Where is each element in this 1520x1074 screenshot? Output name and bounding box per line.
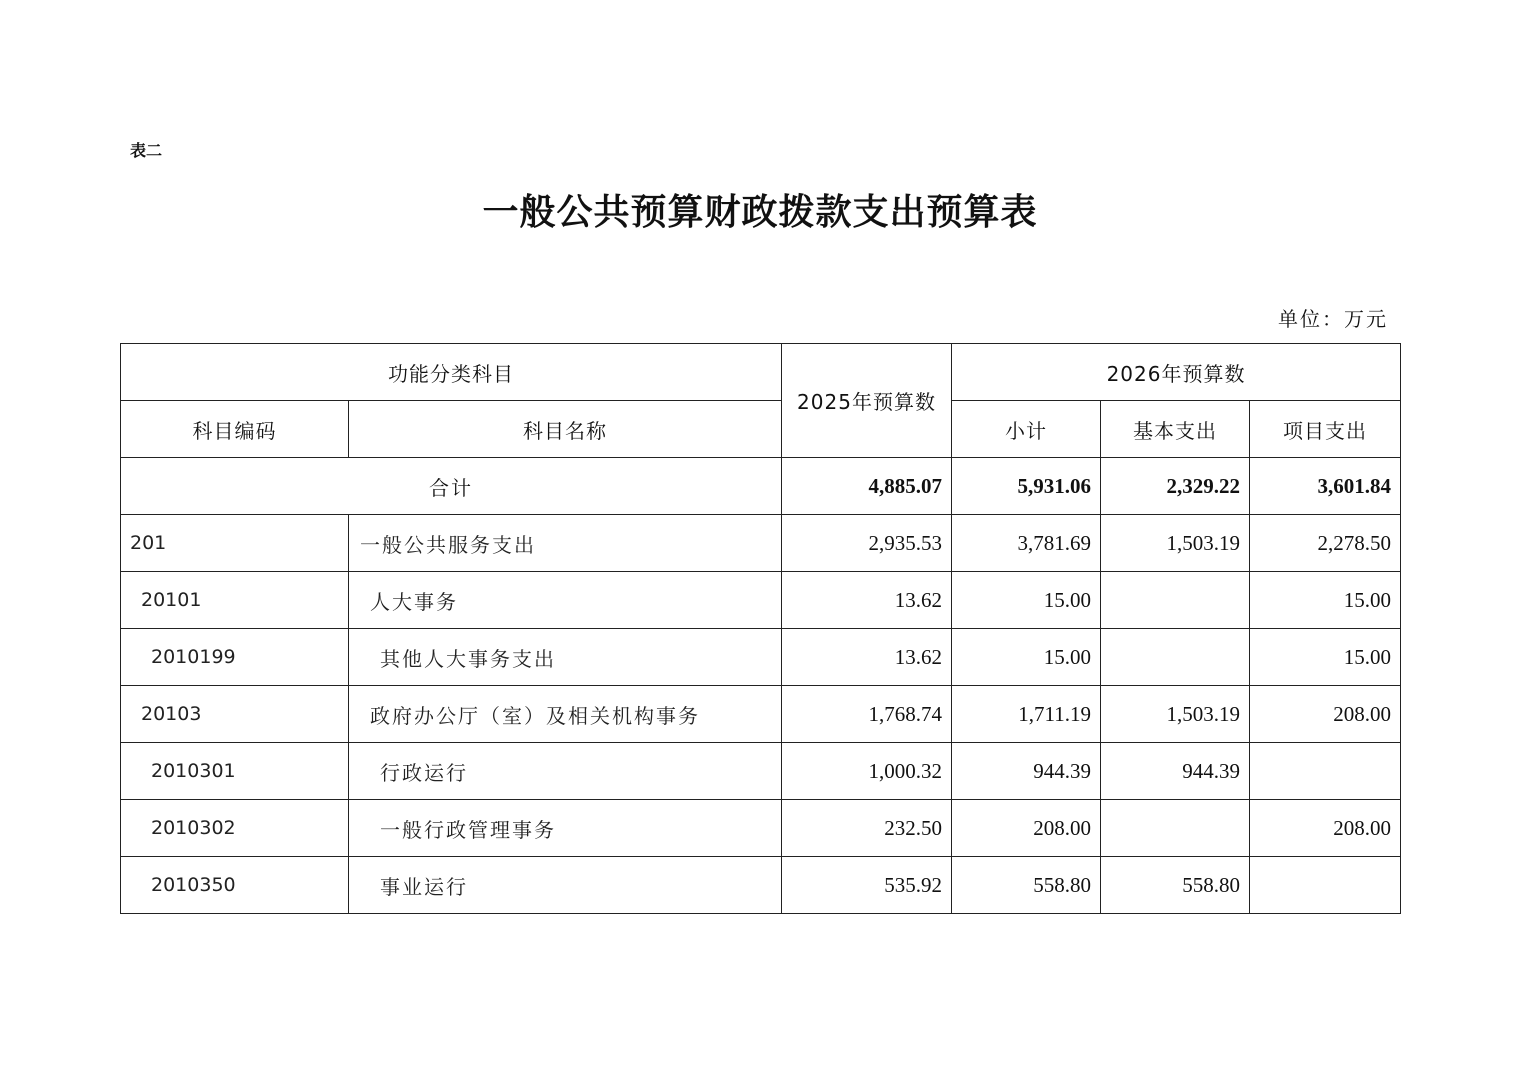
budget-2026-project: 208.00 [1250, 800, 1401, 857]
table-row [121, 629, 1401, 686]
header-function-classification: 功能分类科目 [121, 344, 782, 401]
budget-2026-project: 208.00 [1250, 686, 1401, 743]
subject-code: 2010350 [121, 857, 349, 914]
subject-code: 201 [121, 515, 349, 572]
header-row-1 [121, 344, 1401, 401]
total-2025: 4,885.07 [782, 458, 952, 515]
budget-2025: 13.62 [782, 629, 952, 686]
budget-2026-project [1250, 743, 1401, 800]
table-row [121, 800, 1401, 857]
budget-2026-subtotal: 944.39 [952, 743, 1101, 800]
budget-2026-basic: 1,503.19 [1101, 515, 1250, 572]
header-basic-expenditure: 基本支出 [1101, 401, 1250, 458]
budget-2026-basic: 558.80 [1101, 857, 1250, 914]
budget-2025: 1,000.32 [782, 743, 952, 800]
total-subtotal: 5,931.06 [952, 458, 1101, 515]
budget-2026-project: 15.00 [1250, 572, 1401, 629]
subject-name: 一般公共服务支出 [349, 515, 782, 572]
budget-2025: 2,935.53 [782, 515, 952, 572]
subject-code: 20101 [121, 572, 349, 629]
budget-2026-subtotal: 3,781.69 [952, 515, 1101, 572]
budget-2026-project: 2,278.50 [1250, 515, 1401, 572]
subject-name: 人大事务 [349, 572, 782, 629]
subject-code: 20103 [121, 686, 349, 743]
header-subject-name: 科目名称 [349, 401, 782, 458]
budget-2026-basic [1101, 629, 1250, 686]
budget-2025: 13.62 [782, 572, 952, 629]
subject-code: 2010199 [121, 629, 349, 686]
unit-label: 单位：万元 [1278, 307, 1388, 331]
header-subject-code: 科目编码 [121, 401, 349, 458]
total-project: 3,601.84 [1250, 458, 1401, 515]
budget-2026-basic [1101, 572, 1250, 629]
subject-name: 一般行政管理事务 [349, 800, 782, 857]
table-number-label: 表二 [130, 141, 163, 160]
subject-name: 其他人大事务支出 [349, 629, 782, 686]
budget-2025: 1,768.74 [782, 686, 952, 743]
budget-2026-subtotal: 15.00 [952, 572, 1101, 629]
budget-2026-basic: 1,503.19 [1101, 686, 1250, 743]
document-title: 一般公共预算财政拨款支出预算表 [482, 191, 1038, 233]
budget-2026-basic: 944.39 [1101, 743, 1250, 800]
subject-name: 行政运行 [349, 743, 782, 800]
table-row [121, 686, 1401, 743]
budget-2025: 232.50 [782, 800, 952, 857]
header-2025-budget: 2025年预算数 [782, 344, 952, 458]
header-row-2 [121, 401, 1401, 458]
subject-name: 政府办公厅（室）及相关机构事务 [349, 686, 782, 743]
table-row [121, 857, 1401, 914]
subject-code: 2010301 [121, 743, 349, 800]
budget-2026-project: 15.00 [1250, 629, 1401, 686]
table-row [121, 515, 1401, 572]
subject-name: 事业运行 [349, 857, 782, 914]
table-row [121, 743, 1401, 800]
header-project-expenditure: 项目支出 [1250, 401, 1401, 458]
budget-2026-subtotal: 558.80 [952, 857, 1101, 914]
subject-code: 2010302 [121, 800, 349, 857]
budget-table [120, 343, 1401, 914]
budget-2026-basic [1101, 800, 1250, 857]
budget-2026-subtotal: 208.00 [952, 800, 1101, 857]
total-label: 合计 [121, 458, 782, 515]
total-row [121, 458, 1401, 515]
budget-2026-subtotal: 1,711.19 [952, 686, 1101, 743]
total-basic: 2,329.22 [1101, 458, 1250, 515]
budget-2025: 535.92 [782, 857, 952, 914]
table-row [121, 572, 1401, 629]
budget-2026-project [1250, 857, 1401, 914]
header-subtotal: 小计 [952, 401, 1101, 458]
header-2026-budget: 2026年预算数 [952, 344, 1401, 401]
budget-2026-subtotal: 15.00 [952, 629, 1101, 686]
